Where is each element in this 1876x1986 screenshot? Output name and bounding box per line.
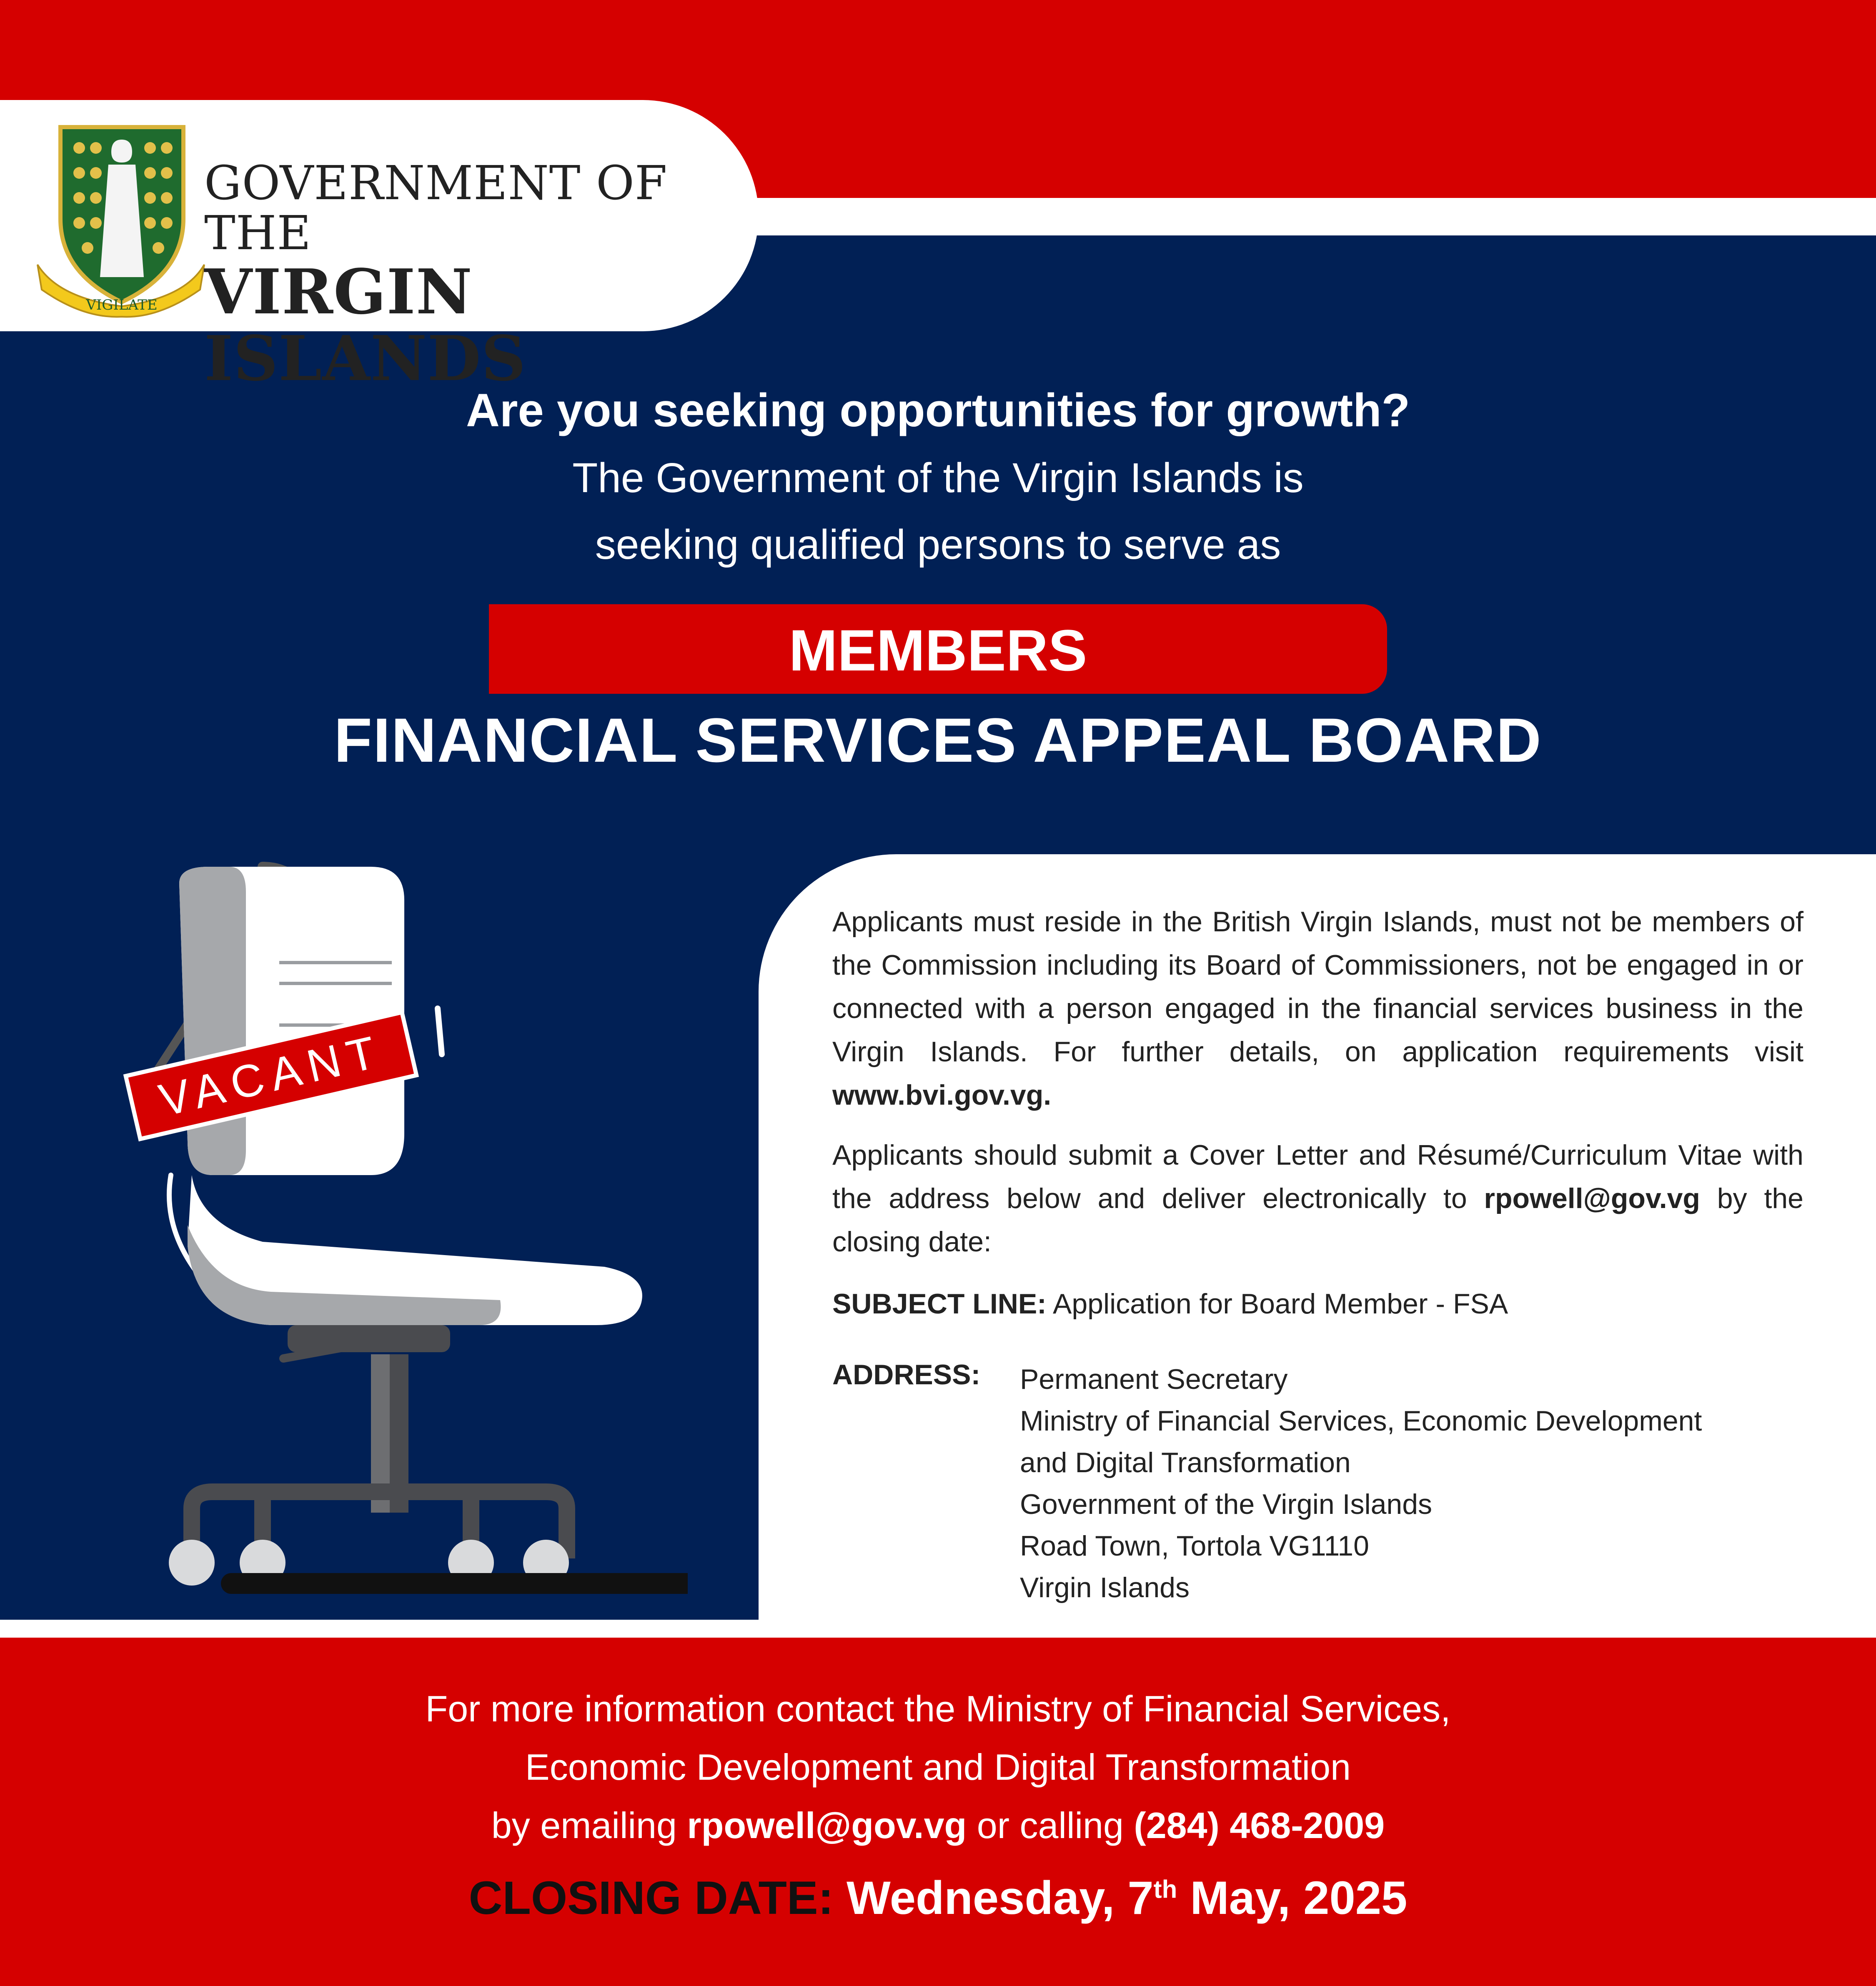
address-label: ADDRESS: xyxy=(832,1359,981,1391)
address-line: Ministry of Financial Services, Economic Development xyxy=(1020,1405,1702,1437)
eligibility-paragraph: Applicants must reside in the British Virgin Islands, must not be members of the Commission including its Board of Commissioners, not be engaged in or connected with a person engaged in the financial services business in the Virgin Islands. For further details, on application requirements visit www.bvi.gov.vg. xyxy=(832,906,1803,1111)
coat-of-arms-icon xyxy=(33,123,208,319)
address-line: Road Town, Tortola VG1110 xyxy=(1020,1530,1369,1562)
svg-text:VIGILATE: VIGILATE xyxy=(86,297,158,313)
subject-label: SUBJECT LINE: xyxy=(832,1288,1047,1320)
contact-line1: For more information contact the Ministry of Financial Services, xyxy=(425,1688,1451,1729)
contact-phone[interactable]: (284) 468-2009 xyxy=(1134,1805,1385,1846)
website-link[interactable]: www.bvi.gov.vg. xyxy=(832,1079,1052,1111)
address-line: Virgin Islands xyxy=(1020,1572,1190,1603)
contact-line3: by emailing rpowell@gov.vg or calling (284) 468-2009 xyxy=(491,1805,1385,1846)
closing-date-value: Wednesday, 7th May, 2025 xyxy=(847,1872,1408,1924)
org-name-line1: GOVERNMENT OF THE xyxy=(204,156,668,260)
position-title: MEMBERS xyxy=(789,618,1087,683)
headline-line2: The Government of the Virgin Islands is xyxy=(572,455,1304,501)
submission-paragraph: Applicants should submit a Cover Letter and Résumé/Curriculum Vitae with the address below and deliver electronically to rpowell@gov.vg by the closing date: xyxy=(832,1139,1803,1258)
email-link[interactable]: rpowell@gov.vg xyxy=(1484,1183,1700,1214)
headline-question: Are you seeking opportunities for growth? xyxy=(466,384,1410,436)
address-line: Permanent Secretary xyxy=(1020,1363,1288,1395)
address-block xyxy=(1020,1358,1833,1608)
vacant-chair-illustration xyxy=(104,858,688,1600)
contact-email-link[interactable]: rpowell@gov.vg xyxy=(687,1805,967,1846)
address-line: Government of the Virgin Islands xyxy=(1020,1488,1433,1520)
org-name-line2: VIRGIN ISLANDS xyxy=(204,255,526,395)
closing-date xyxy=(0,1871,1876,1925)
subject-value: Application for Board Member - FSA xyxy=(1052,1288,1508,1320)
address-line: and Digital Transformation xyxy=(1020,1447,1351,1478)
svg-text:VACANT: VACANT xyxy=(154,1025,388,1126)
closing-date-label: CLOSING DATE: xyxy=(468,1872,834,1924)
org-name xyxy=(204,156,721,395)
board-title: FINANCIAL SERVICES APPEAL BOARD xyxy=(334,705,1542,775)
contact-line2: Economic Development and Digital Transformation xyxy=(525,1746,1351,1788)
headline-line3: seeking qualified persons to serve as xyxy=(595,521,1281,568)
subject-line xyxy=(832,1288,1508,1320)
